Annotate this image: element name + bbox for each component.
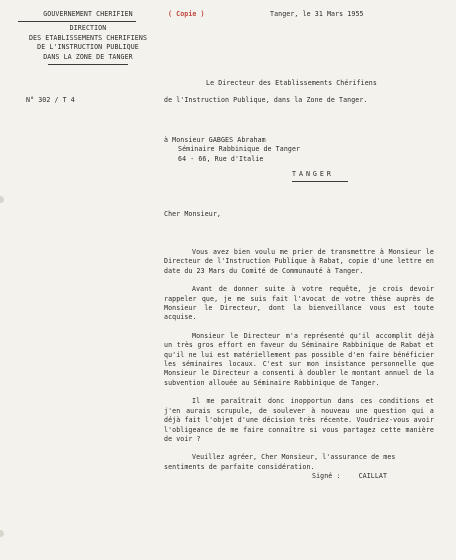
rule <box>18 21 136 22</box>
rule <box>48 64 128 65</box>
recipient-block <box>164 136 300 164</box>
sender-line: Le Directeur des Etablissements Chérifiens <box>206 79 377 87</box>
letterhead-organization <box>18 10 158 65</box>
signature-line <box>312 472 387 481</box>
body-paragraph: Vous avez bien voulu me prier de transmettre à Monsieur le Directeur de l'Instruction Publique à Rabat, copie d'une lettre en date du 23 Mars du Comité de Communauté à Tanger. <box>164 248 434 275</box>
org-line: DIRECTION <box>69 24 107 33</box>
org-line: DANS LA ZONE DE TANGER <box>43 52 133 61</box>
org-line: DE L'INSTRUCTION PUBLIQUE <box>37 43 139 52</box>
recipient-address: 64 - 66, Rue d'Italie <box>178 154 264 163</box>
recipient-name: à Monsieur GABGES Abraham <box>164 136 266 144</box>
salutation: Cher Monsieur, <box>164 210 221 218</box>
rule <box>292 181 348 182</box>
letter-body <box>164 248 434 472</box>
signature-name: CAILLAT <box>358 472 388 480</box>
recipient-city <box>292 170 348 182</box>
org-line: DES ETABLISSEMENTS CHERIFIENS <box>28 33 148 42</box>
closing-formula: Veuillez agréer, Cher Monsieur, l'assurance de mes sentiments de parfaite considération. <box>164 453 396 471</box>
copy-mark: ( Copie ) <box>168 10 205 18</box>
body-paragraph: Monsieur le Directeur m'a représenté qu'il accomplit déjà un très gros effort en faveur du Séminaire Rabbinique de Rabat et qu'il ne lui est matériellement pas possible d'en faire bénéficier les séminaires locaux. C'est sur mon insistance personnelle que Monsieur le Directeur a consenti à doubler le montant annuel de la subvention allouée au Séminaire Rabbinique de Tanger. <box>164 331 434 387</box>
signature-label: Signé : <box>312 472 341 480</box>
letter-date: Tanger, le 31 Mars 1955 <box>270 10 364 18</box>
recipient-institution: Séminaire Rabbinique de Tanger <box>178 145 301 154</box>
city-text: TANGER <box>292 170 334 178</box>
body-paragraph: Avant de donner suite à votre requête, je crois devoir rappeler que, je me suis fait l'avocat de votre thèse auprès de Monsieur le Directeur, dont la bienveillance vous est toute acquise. <box>164 285 434 322</box>
org-line: GOUVERNEMENT CHERIFIEN <box>43 10 133 18</box>
punch-hole <box>0 530 4 537</box>
reference-number: N° 302 / T 4 <box>26 96 75 104</box>
sender-line: de l'Instruction Publique, dans la Zone de Tanger. <box>164 96 368 104</box>
punch-hole <box>0 196 4 203</box>
body-paragraph: Il me paraîtrait donc inopportun dans ces conditions et j'en aurais scrupule, de soulever à nouveau une question qui a déjà fait l'objet d'une décision très récente. Voudriez-vous avoir l'obligeance de me faire connaître si vous partagez cette manière de voir ? <box>164 397 434 443</box>
